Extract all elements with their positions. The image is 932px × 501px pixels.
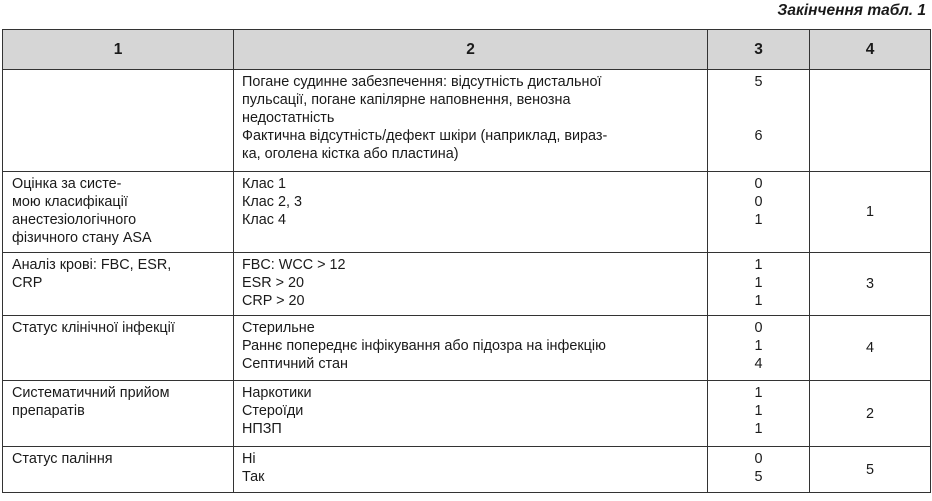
option-line: ESR > 20 [242,275,304,291]
points-value: 0 [754,194,763,210]
option-line: Септичний стан [242,356,348,372]
table-caption: Закінчення табл. 1 [777,2,926,19]
points-cell [708,253,810,316]
points-value: 1 [754,293,763,309]
score-cell: 5 [810,447,931,493]
table-row [3,70,931,172]
points-value: 0 [754,320,763,336]
table-row [3,172,931,253]
option-line: Стерильне [242,320,315,336]
points-cell [708,447,810,493]
points-cell [708,70,810,172]
criterion-line: Статус паління [12,451,113,467]
table-row [3,253,931,316]
option-line: Погане судинне забезпечення: відсутність дистальної [242,74,602,90]
option-line: Фактична відсутність/дефект шкіри (наприклад, вираз- [242,128,608,144]
criterion-cell [3,381,234,447]
option-line: Клас 2, 3 [242,194,302,210]
header-col-4: 4 [810,30,931,70]
option-line: Стероїди [242,403,304,419]
option-line: пульсації, погане капілярне наповнення, венозна [242,92,571,108]
points-value: 0 [754,451,763,467]
criterion-cell [3,447,234,493]
score-cell: 4 [810,316,931,381]
criterion-line: анестезіологічного [12,212,137,228]
table-row [3,381,931,447]
criterion-cell [3,172,234,253]
criterion-cell [3,253,234,316]
header-col-3: 3 [708,30,810,70]
option-line: CRP > 20 [242,293,305,309]
options-cell [234,172,708,253]
points-cell [708,381,810,447]
points-value: 5 [754,74,763,90]
option-line: Ні [242,451,256,467]
points-cell [708,172,810,253]
options-cell [234,253,708,316]
criterion-line: Аналіз крові: FBC, ESR, [12,257,172,273]
option-line: Раннє попереднє інфікування або підозра на інфекцію [242,338,606,354]
options-cell [234,381,708,447]
option-line: НПЗП [242,421,282,437]
option-line: ка, оголена кістка або пластина) [242,146,459,162]
points-value: 1 [754,338,763,354]
points-value: 1 [754,403,763,419]
points-value: 6 [754,128,763,144]
header-col-1: 1 [3,30,234,70]
header-col-2: 2 [234,30,708,70]
score-cell [810,70,931,172]
points-value: 1 [754,421,763,437]
header-row [3,30,931,70]
criterion-line: мою класифікації [12,194,128,210]
options-cell [234,447,708,493]
score-cell: 3 [810,253,931,316]
points-value: 1 [754,385,763,401]
points-value: 1 [754,257,763,273]
criterion-line: препаратів [12,403,85,419]
points-value: 4 [754,356,763,372]
option-line: FBC: WCC > 12 [242,257,346,273]
criterion-cell [3,70,234,172]
points-value: 0 [754,176,763,192]
option-line: недостатність [242,110,335,126]
criterion-line: Статус клінічної інфекції [12,320,175,336]
points-value: 1 [754,275,763,291]
option-line: Наркотики [242,385,312,401]
scoring-table [2,29,931,493]
options-cell [234,316,708,381]
option-line: Клас 4 [242,212,286,228]
table-row [3,316,931,381]
criterion-cell [3,316,234,381]
score-cell: 2 [810,381,931,447]
criterion-line: CRP [12,275,43,291]
criterion-line: Систематичний прийом [12,385,170,401]
points-cell [708,316,810,381]
criterion-line: Оцінка за систе- [12,176,122,192]
option-line: Так [242,469,265,485]
options-cell [234,70,708,172]
score-cell: 1 [810,172,931,253]
points-value: 5 [754,469,763,485]
points-value: 1 [754,212,763,228]
option-line: Клас 1 [242,176,286,192]
table-row [3,447,931,493]
criterion-line: фізичного стану ASA [12,230,152,246]
